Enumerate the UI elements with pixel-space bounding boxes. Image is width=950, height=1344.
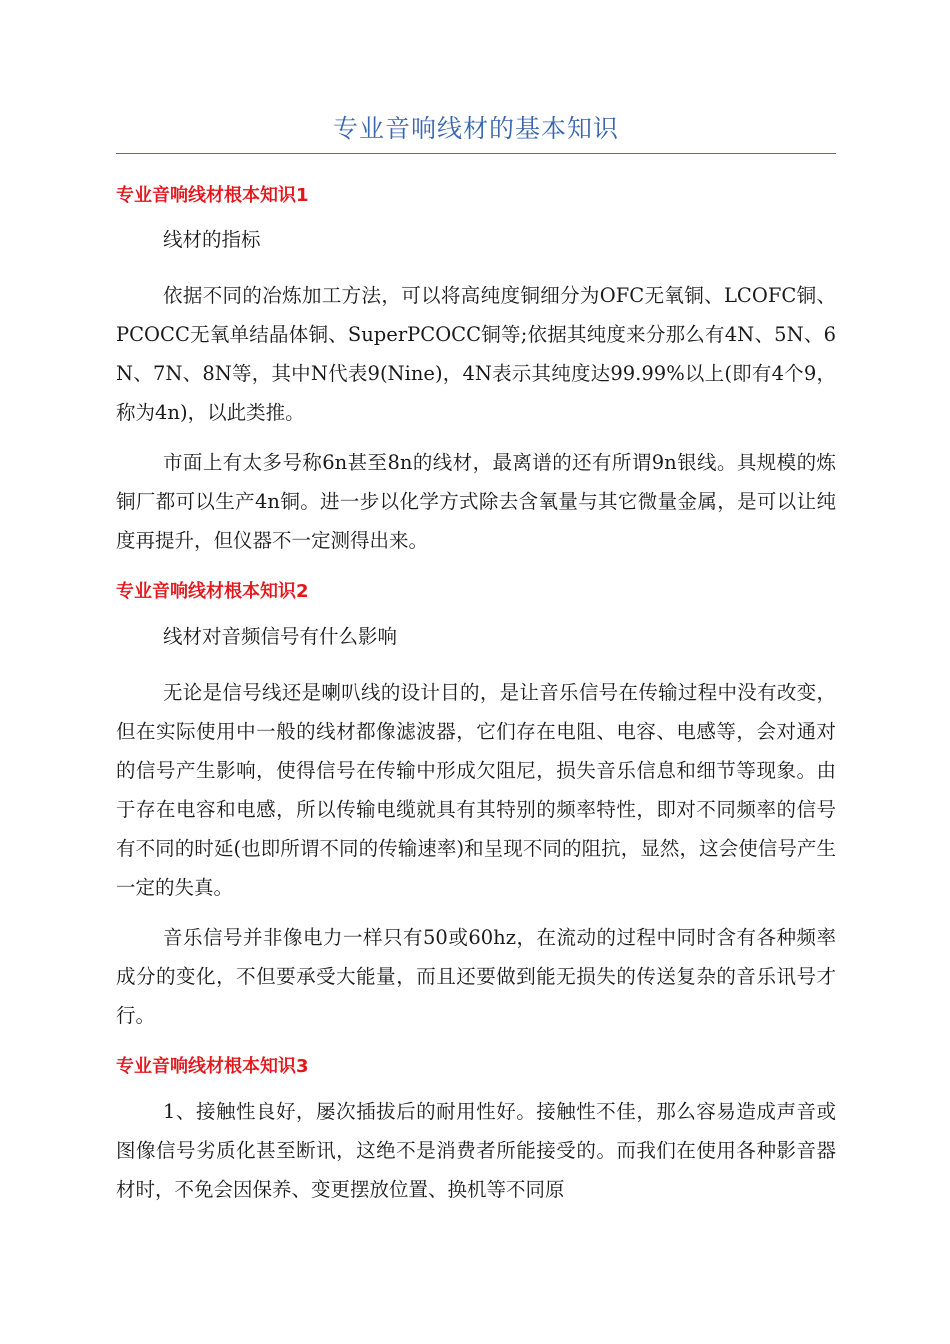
section-1-paragraph-2: 依据不同的冶炼加工方法，可以将高纯度铜细分为OFC无氧铜、LCOFC铜、PCOCC无氧单结晶体铜、SuperPCOCC铜等;依据其纯度来分那么有4N、5N、6N、7N、8N等，其中N代表9(Nine)，4N表示其纯度达99.99%以上(即有4个9，称为4n)，以此类推。 xyxy=(116,284,836,424)
document-title: 专业音响线材的基本知识 xyxy=(332,114,619,143)
section-2-paragraph-3: 音乐信号并非像电力一样只有50或60hz，在流动的过程中同时含有各种频率成分的变化，不但要承受大能量，而且还要做到能无损失的传送复杂的音乐讯号才行。 xyxy=(116,926,836,1027)
section-3-paragraph-1: 1、接触性良好，屡次插拔后的耐用性好。接触性不佳，那么容易造成声音或图像信号劣质化甚至断讯，这绝不是消费者所能接受的。而我们在使用各种影音器材时，不免会因保养、变更摆放位置、换机等不同原 xyxy=(116,1100,836,1201)
section-2-paragraph-1: 线材对音频信号有什么影响 xyxy=(163,625,398,648)
title-underline xyxy=(116,153,836,154)
section-heading-1: 专业音响线材根本知识1 xyxy=(116,185,309,206)
section-heading-2: 专业音响线材根本知识2 xyxy=(116,581,309,602)
section-heading-3: 专业音响线材根本知识3 xyxy=(116,1056,309,1077)
section-1-paragraph-1: 线材的指标 xyxy=(163,228,261,251)
section-2-paragraph-2: 无论是信号线还是喇叭线的设计目的，是让音乐信号在传输过程中没有改变，但在实际使用中一般的线材都像滤波器，它们存在电阻、电容、电感等，会对通对的信号产生影响，使得信号在传输中形成欠阻尼，损失音乐信息和细节等现象。由于存在电容和电感，所以传输电缆就具有其特别的频率特性，即对不同频率的信号有不同的时延(也即所谓不同的传输速率)和呈现不同的阻抗，显然，这会使信号产生一定的失真。 xyxy=(116,681,836,899)
section-1-paragraph-3: 市面上有太多号称6n甚至8n的线材，最离谱的还有所谓9n银线。具规模的炼铜厂都可以生产4n铜。进一步以化学方式除去含氧量与其它微量金属，是可以让纯度再提升，但仪器不一定测得出来。 xyxy=(116,451,836,552)
